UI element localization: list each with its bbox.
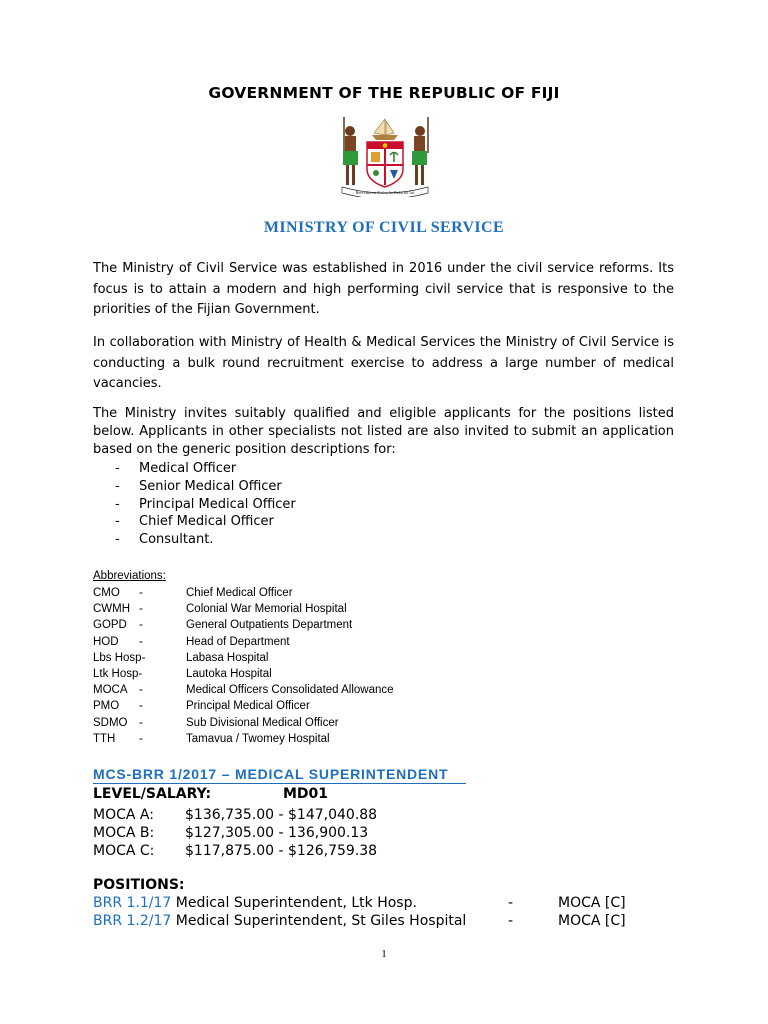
table-row	[93, 617, 513, 633]
level-code: MD01	[283, 786, 329, 802]
list-item	[93, 806, 493, 824]
moca-range: $117,875.00 - $126,759.38	[185, 843, 378, 859]
positions-list	[93, 894, 653, 930]
abbr-key: Ltk Hosp-	[93, 667, 143, 680]
abbr-key: TTH	[93, 732, 116, 745]
table-row	[93, 698, 513, 714]
left-warrior-figure	[343, 117, 358, 185]
list-item	[115, 513, 296, 531]
list-item	[93, 842, 493, 860]
canoe-crest	[372, 119, 398, 140]
motto-scroll	[342, 187, 428, 197]
abbr-value: General Outpatients Department	[186, 619, 353, 632]
list-item	[93, 912, 653, 930]
list-item-label: Chief Medical Officer	[139, 514, 274, 530]
job-title-underline	[93, 783, 466, 784]
abbr-value: Head of Department	[186, 635, 290, 648]
table-row	[93, 634, 513, 650]
abbr-dash: -	[139, 732, 143, 745]
list-item-label: Principal Medical Officer	[139, 496, 296, 512]
moca-label: MOCA C:	[93, 843, 155, 859]
moca-range: $127,305.00 - 136,900.13	[185, 825, 369, 841]
table-row	[93, 601, 513, 617]
list-item-label: Consultant.	[139, 532, 214, 548]
abbr-key: Lbs Hosp-	[93, 651, 146, 664]
abbr-value: Tamavua / Twomey Hospital	[186, 732, 330, 745]
list-item	[93, 824, 493, 842]
job-title: MCS-BRR 1/2017 – MEDICAL SUPERINTENDENT	[93, 766, 449, 782]
list-item	[115, 531, 296, 549]
intro-paragraph-1: The Ministry of Civil Service was established in 2016 under the civil service reforms. Its focus is to attain a modern and high performing civil service that is responsive to the priorities of the Fijian Government.	[93, 261, 674, 317]
position-code: BRR 1.1/17	[93, 895, 172, 911]
positions-heading: POSITIONS:	[93, 877, 185, 893]
abbreviations-table	[93, 585, 513, 747]
position-moca: MOCA [C]	[558, 913, 626, 929]
list-item-label: Medical Officer	[139, 461, 237, 476]
abbreviations-heading	[93, 570, 166, 582]
abbr-value: Colonial War Memorial Hospital	[186, 603, 347, 616]
fiji-coat-of-arms	[330, 115, 440, 197]
abbr-value: Sub Divisional Medical Officer	[186, 716, 339, 729]
abbr-value: Lautoka Hospital	[186, 667, 272, 680]
bullet-dash: -	[115, 496, 120, 512]
table-row	[93, 731, 513, 747]
abbr-value: Chief Medical Officer	[186, 587, 293, 599]
abbr-key: CWMH	[93, 603, 131, 616]
abbr-dash: -	[139, 716, 143, 729]
table-row	[93, 666, 513, 682]
list-item	[115, 460, 296, 478]
abbr-key: CMO	[93, 587, 120, 599]
abbr-key: MOCA	[93, 684, 128, 697]
page-number: 1	[381, 948, 387, 960]
generic-positions-list	[115, 460, 296, 549]
abbr-dash: -	[139, 603, 143, 616]
abbr-dash: -	[139, 635, 143, 648]
abbr-value: Labasa Hospital	[186, 651, 269, 664]
abbr-value: Medical Officers Consolidated Allowance	[186, 684, 394, 697]
abbr-dash: -	[139, 700, 143, 713]
list-item	[115, 496, 296, 514]
level-label: LEVEL/SALARY:	[93, 786, 212, 802]
position-title: Medical Superintendent, St Giles Hospital	[171, 913, 467, 929]
abbreviations-heading-text: Abbreviations	[93, 570, 163, 582]
intro-paragraph-2: In collaboration with Ministry of Health & Medical Services the Ministry of Civil Service is conducting a bulk round recruitment exercise to address a large number of medical vacancies.	[93, 335, 674, 391]
government-title: GOVERNMENT OF THE REPUBLIC OF FIJI	[208, 84, 560, 102]
abbr-value: Principal Medical Officer	[186, 700, 310, 713]
bullet-dash: -	[115, 461, 120, 476]
list-item	[115, 478, 296, 496]
table-row	[93, 682, 513, 698]
abbr-dash: -	[139, 619, 143, 632]
intro-paragraph-3: The Ministry invites suitably qualified and eligible applicants for the positions listed below. Applicants in other specialists not listed are also invited to submit an application based on the generic position descriptions for:	[93, 406, 674, 457]
moca-range: $136,735.00 - $147,040.88	[185, 807, 378, 823]
abbreviations-colon: :	[162, 570, 166, 582]
list-item-label: Senior Medical Officer	[139, 478, 282, 494]
moca-label: MOCA A:	[93, 807, 154, 823]
abbr-dash: -	[139, 587, 143, 599]
abbr-key: GOPD	[93, 619, 127, 632]
table-row	[93, 585, 513, 601]
shield	[367, 142, 403, 187]
position-title: Medical Superintendent, Ltk Hosp.	[171, 895, 417, 911]
bullet-dash: -	[115, 478, 120, 494]
right-warrior-figure	[412, 117, 428, 185]
abbr-key: HOD	[93, 635, 119, 648]
bullet-dash: -	[115, 514, 120, 530]
bullet-dash: -	[115, 532, 120, 548]
motto-text: Rerevaka na Kalou ka Doka na Tui	[355, 190, 415, 195]
table-row	[93, 650, 513, 666]
list-item	[93, 894, 653, 912]
ministry-title: MINISTRY OF CIVIL SERVICE	[263, 219, 505, 236]
position-moca: MOCA [C]	[558, 895, 626, 911]
level-salary	[93, 786, 329, 802]
moca-label: MOCA B:	[93, 825, 155, 841]
position-dash: -	[508, 895, 514, 911]
position-dash: -	[508, 913, 514, 929]
abbr-dash: -	[139, 684, 143, 697]
moca-salary-list	[93, 806, 493, 860]
table-row	[93, 715, 513, 731]
abbr-key: SDMO	[93, 716, 128, 729]
abbr-key: PMO	[93, 700, 120, 713]
position-code: BRR 1.2/17	[93, 913, 172, 929]
